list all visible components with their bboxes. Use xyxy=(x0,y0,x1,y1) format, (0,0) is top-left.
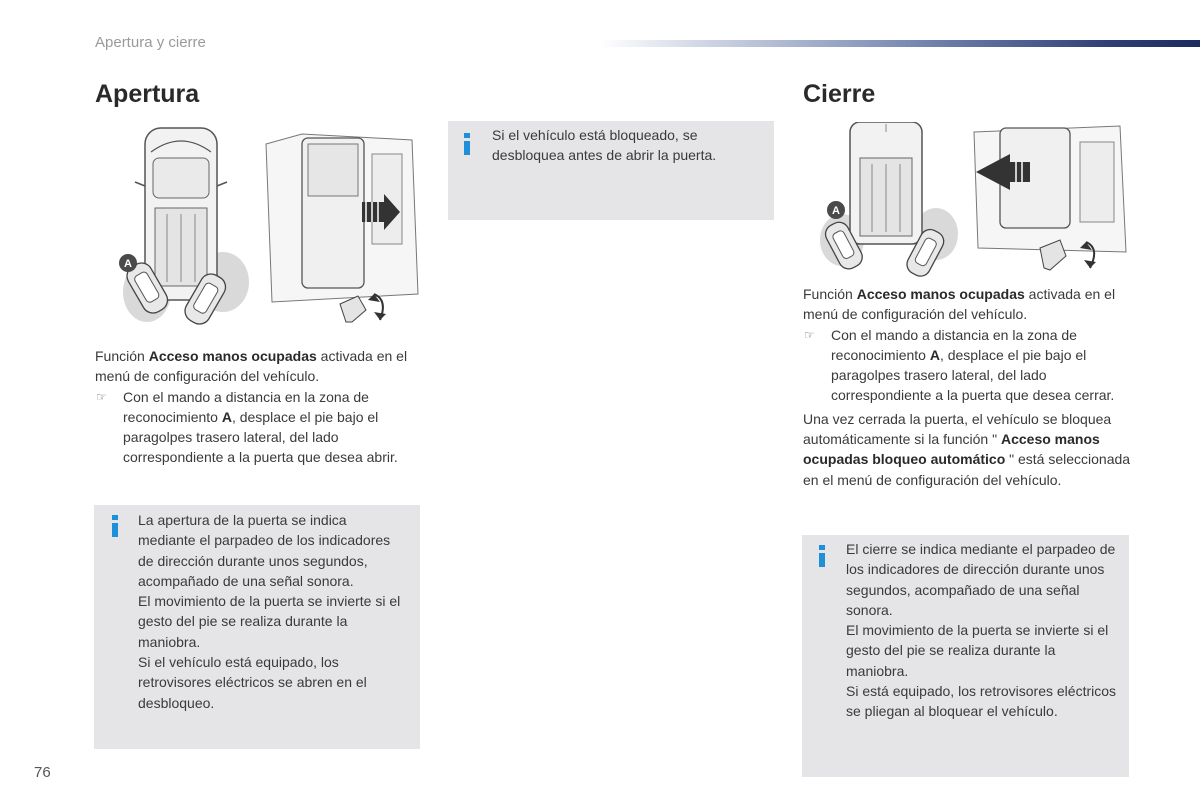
unlock-info-note xyxy=(448,121,774,220)
cierre-bullet: ☞ Con el mando a distancia en la zona de reconocimiento A, desplace el pie bajo el paragolpes trasero lateral, del lado correspondiente a la puerta que desea cerrar. xyxy=(803,325,1133,406)
cierre-auto-lock-paragraph: Una vez cerrada la puerta, el vehículo se bloquea automáticamente si la función " Acceso manos ocupadas bloqueo automático " está seleccionada en el menú de configuración del vehículo. xyxy=(803,410,1131,488)
cierre-marker-a: A xyxy=(832,205,840,217)
section-header: Apertura y cierre xyxy=(95,34,206,51)
apertura-van-top-illustration xyxy=(95,122,255,334)
pointing-hand-icon: ☞ xyxy=(804,327,815,342)
cierre-note-p3: Si está equipado, los retrovisores eléctricos se pliegan al bloquear el vehículo. xyxy=(846,683,1117,720)
apertura-door-side-illustration xyxy=(262,124,420,332)
cierre-door-side-illustration xyxy=(970,122,1130,280)
pointing-hand-icon: ☞ xyxy=(96,389,107,404)
info-icon xyxy=(112,515,118,537)
cierre-title: Cierre xyxy=(803,80,876,108)
cierre-note-p2: El movimiento de la puerta se invierte si el gesto del pie se realiza durante la maniobra. xyxy=(846,622,1109,679)
cierre-info-note xyxy=(802,535,1129,777)
info-icon xyxy=(464,133,470,155)
apertura-note-p2: El movimiento de la puerta se invierte si el gesto del pie se realiza durante la maniobra. xyxy=(138,593,401,650)
apertura-title: Apertura xyxy=(95,80,200,108)
cierre-instructions xyxy=(803,284,1133,490)
apertura-intro: Función Acceso manos ocupadas activada en el menú de configuración del vehículo. xyxy=(95,348,408,385)
cierre-intro: Función Acceso manos ocupadas activada en el menú de configuración del vehículo. xyxy=(803,286,1116,323)
apertura-note-p1: La apertura de la puerta se indica mediante el parpadeo de los indicadores de dirección durante unos segundos, acompañado de una señal sonora. xyxy=(138,512,391,589)
page-number: 76 xyxy=(34,764,51,781)
apertura-info-note xyxy=(94,505,420,749)
apertura-marker-a: A xyxy=(124,258,132,270)
apertura-instructions xyxy=(95,346,413,468)
header-gradient-bar xyxy=(600,40,1200,47)
apertura-note-p3: Si el vehículo está equipado, los retrovisores eléctricos se abren en el desbloqueo. xyxy=(138,654,367,711)
unlock-note-text: Si el vehículo está bloqueado, se desbloquea antes de abrir la puerta. xyxy=(492,127,717,164)
apertura-bullet: ☞ Con el mando a distancia en la zona de reconocimiento A, desplace el pie bajo el paragolpes trasero lateral, del lado correspondiente a la puerta que desea abrir. xyxy=(95,387,413,468)
info-icon xyxy=(819,545,825,567)
cierre-van-top-illustration xyxy=(812,122,962,282)
cierre-note-p1: El cierre se indica mediante el parpadeo de los indicadores de dirección durante unos segundos, acompañado de una señal sonora. xyxy=(846,541,1116,618)
